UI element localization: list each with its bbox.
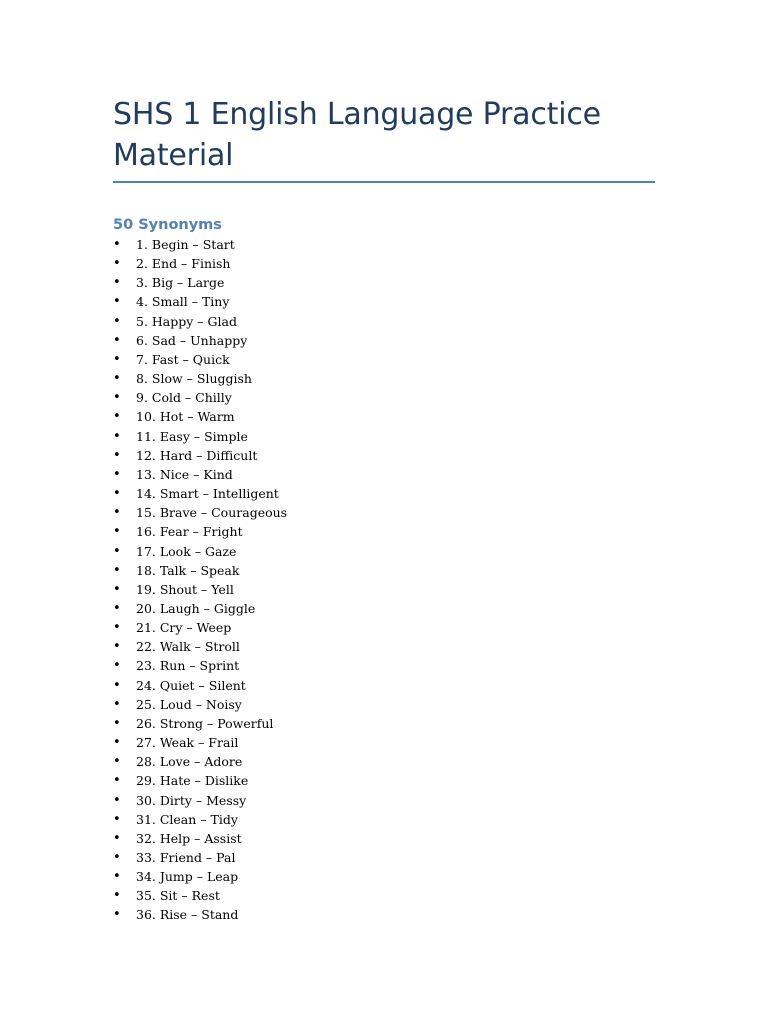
synonym-pair-text: 31. Clean – Tidy: [136, 811, 238, 827]
list-item: [113, 388, 655, 407]
bullet-icon: •: [113, 351, 121, 367]
bullet-icon: •: [113, 869, 121, 885]
synonym-pair-text: 22. Walk – Stroll: [136, 639, 240, 655]
bullet-icon: •: [113, 620, 121, 636]
synonym-pair-text: 6. Sad – Unhappy: [136, 332, 248, 348]
synonym-pair-text: 9. Cold – Chilly: [136, 390, 232, 406]
list-item: [113, 618, 655, 637]
synonym-pair-text: 24. Quiet – Silent: [136, 677, 246, 693]
bullet-icon: •: [113, 486, 121, 502]
list-item: [113, 733, 655, 752]
list-item: [113, 312, 655, 331]
synonym-pair-text: 15. Brave – Courageous: [136, 505, 288, 521]
synonym-pair-text: 3. Big – Large: [136, 275, 225, 291]
synonym-pair-text: 17. Look – Gaze: [136, 543, 237, 559]
bullet-icon: •: [113, 390, 121, 406]
bullet-icon: •: [113, 543, 121, 559]
bullet-icon: •: [113, 447, 121, 463]
list-item: [113, 465, 655, 484]
bullet-icon: •: [113, 888, 121, 904]
bullet-icon: •: [113, 735, 121, 751]
list-item: [113, 407, 655, 426]
bullet-icon: •: [113, 505, 121, 521]
list-item: [113, 542, 655, 561]
list-item: [113, 752, 655, 771]
list-item: [113, 829, 655, 848]
synonym-pair-text: 30. Dirty – Messy: [136, 792, 247, 808]
list-item: [113, 656, 655, 675]
bullet-icon: •: [113, 581, 121, 597]
synonym-pair-text: 23. Run – Sprint: [136, 658, 240, 674]
bullet-icon: •: [113, 237, 121, 252]
section-heading: 50 Synonyms: [113, 217, 222, 233]
list-item: [113, 848, 655, 867]
synonym-pair-text: 5. Happy – Glad: [136, 313, 237, 329]
list-item: [113, 791, 655, 810]
synonym-pair-text: 26. Strong – Powerful: [136, 715, 274, 731]
bullet-icon: •: [113, 715, 121, 731]
synonym-pair-text: 27. Weak – Frail: [136, 735, 239, 751]
list-item: [113, 446, 655, 465]
bullet-icon: •: [113, 658, 121, 674]
synonym-pair-text: 29. Hate – Dislike: [136, 773, 249, 789]
list-item: [113, 522, 655, 541]
bullet-icon: •: [113, 428, 121, 444]
synonym-pair-text: 13. Nice – Kind: [136, 466, 233, 482]
synonym-pair-text: 35. Sit – Rest: [136, 888, 220, 904]
bullet-icon: •: [113, 830, 121, 846]
list-item: [113, 254, 655, 273]
list-item: [113, 350, 655, 369]
synonym-pair-text: 4. Small – Tiny: [136, 294, 230, 310]
list-item: [113, 905, 655, 924]
bullet-icon: •: [113, 696, 121, 712]
bullet-icon: •: [113, 600, 121, 616]
bullet-icon: •: [113, 409, 121, 425]
list-item: [113, 714, 655, 733]
list-item: [113, 676, 655, 695]
synonym-pair-text: 20. Laugh – Giggle: [136, 600, 256, 616]
synonym-pair-text: 11. Easy – Simple: [136, 428, 248, 444]
bullet-icon: •: [113, 294, 121, 310]
synonym-pair-text: 25. Loud – Noisy: [136, 696, 242, 712]
list-item: [113, 503, 655, 522]
title-underline-rule: [113, 181, 655, 183]
synonym-list: [113, 235, 655, 925]
synonym-pair-text: 2. End – Finish: [136, 256, 231, 272]
synonym-pair-text: 10. Hot – Warm: [136, 409, 235, 425]
bullet-icon: •: [113, 332, 121, 348]
synonym-pair-text: 33. Friend – Pal: [136, 850, 236, 865]
synonym-pair-text: 34. Jump – Leap: [136, 869, 239, 885]
list-item: [113, 292, 655, 311]
synonym-pair-text: 8. Slow – Sluggish: [136, 371, 252, 387]
bullet-icon: •: [113, 639, 121, 655]
list-item: [113, 771, 655, 790]
bullet-icon: •: [113, 773, 121, 789]
list-item: [113, 331, 655, 350]
bullet-icon: •: [113, 524, 121, 540]
bullet-icon: •: [113, 562, 121, 578]
list-item: [113, 484, 655, 503]
bullet-icon: •: [113, 907, 121, 923]
list-item: [113, 427, 655, 446]
list-item: [113, 810, 655, 829]
synonym-pair-text: 36. Rise – Stand: [136, 907, 239, 923]
bullet-icon: •: [113, 256, 121, 272]
bullet-icon: •: [113, 371, 121, 387]
bullet-icon: •: [113, 792, 121, 808]
list-item: [113, 580, 655, 599]
synonym-pair-text: 7. Fast – Quick: [136, 351, 230, 367]
list-item: [113, 886, 655, 905]
bullet-icon: •: [113, 313, 121, 329]
synonym-pair-text: 19. Shout – Yell: [136, 581, 234, 597]
synonym-pair-text: 16. Fear – Fright: [136, 524, 243, 540]
list-item: [113, 637, 655, 656]
synonym-pair-text: 28. Love – Adore: [136, 754, 243, 770]
bullet-icon: •: [113, 466, 121, 482]
bullet-icon: •: [113, 811, 121, 827]
synonym-pair-text: 32. Help – Assist: [136, 830, 242, 846]
bullet-icon: •: [113, 677, 121, 693]
bullet-icon: •: [113, 754, 121, 770]
synonym-pair-text: 18. Talk – Speak: [136, 562, 240, 578]
list-item: [113, 273, 655, 292]
list-item: [113, 561, 655, 580]
bullet-icon: •: [113, 275, 121, 291]
list-item: [113, 235, 655, 254]
synonym-pair-text: 14. Smart – Intelligent: [136, 486, 279, 502]
bullet-icon: •: [113, 850, 121, 865]
list-item: [113, 369, 655, 388]
document-title: SHS 1 English Language Practice Material: [113, 97, 601, 173]
list-item: [113, 867, 655, 886]
document-page: [113, 94, 655, 925]
synonym-pair-text: 1. Begin – Start: [136, 237, 235, 252]
synonym-pair-text: 21. Cry – Weep: [136, 620, 232, 636]
list-item: [113, 599, 655, 618]
list-item: [113, 695, 655, 714]
synonym-pair-text: 12. Hard – Difficult: [136, 447, 258, 463]
